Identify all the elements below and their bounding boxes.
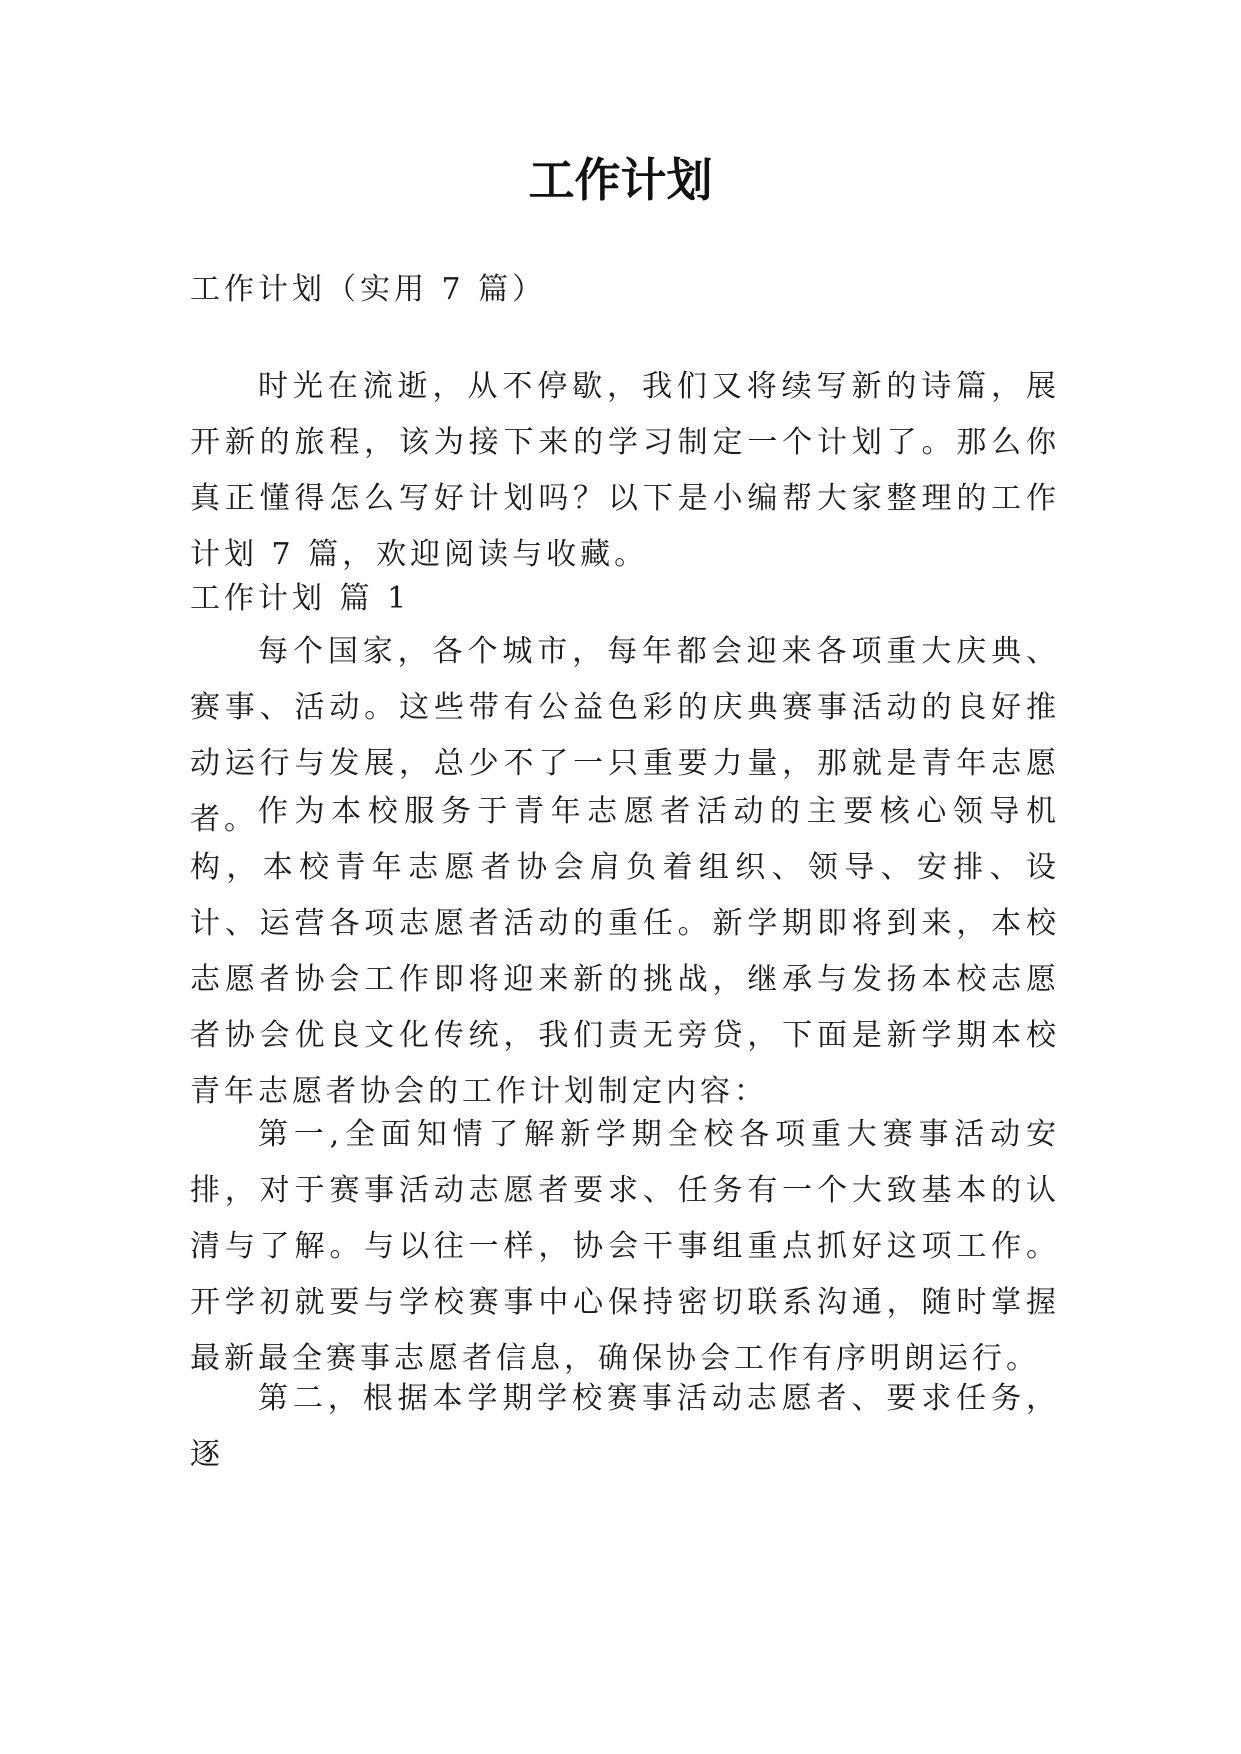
intro-paragraph: 时光在流逝，从不停歇，我们又将续写新的诗篇，展开新的旅程，该为接下来的学习制定一个计划了。那么你真正懂得怎么写好计划吗？以下是小编帮大家整理的工作计划 7 篇，欢迎阅读与收藏。 <box>190 369 1060 572</box>
section-heading: 工作计划 篇 1 <box>190 581 411 616</box>
document-title: 工作计划 <box>528 153 713 207</box>
body-paragraph: 第二，根据本学期学校赛事活动志愿者、要求任务，逐 <box>190 1381 1060 1472</box>
document-subtitle: 工作计划（实用 7 篇） <box>190 272 547 307</box>
body-paragraph: 第一,全面知情了解新学期全校各项重大赛事活动安排，对于赛事活动志愿者要求、任务有一个大致基本的认清与了解。与以往一样，协会干事组重点抓好这项工作。开学初就要与学校赛事中心保持密切联系沟通，随时掌握最新最全赛事志愿者信息，确保协会工作有序明朗运行。 <box>190 1117 1060 1376</box>
body-paragraph: 每个国家，各个城市，每年都会迎来各项重大庆典、赛事、活动。这些带有公益色彩的庆典赛事活动的良好推动运行与发展，总少不了一只重要力量，那就是青年志愿者。 <box>190 634 1060 837</box>
body-paragraph: 作为本校服务于青年志愿者活动的主要核心领导机构，本校青年志愿者协会肩负着组织、领导、安排、设计、运营各项志愿者活动的重任。新学期即将到来，本校志愿者协会工作即将迎来新的挑战，继承与发扬本校志愿者协会优良文化传统，我们责无旁贷，下面是新学期本校青年志愿者协会的工作计划制定内容： <box>190 794 1060 1109</box>
